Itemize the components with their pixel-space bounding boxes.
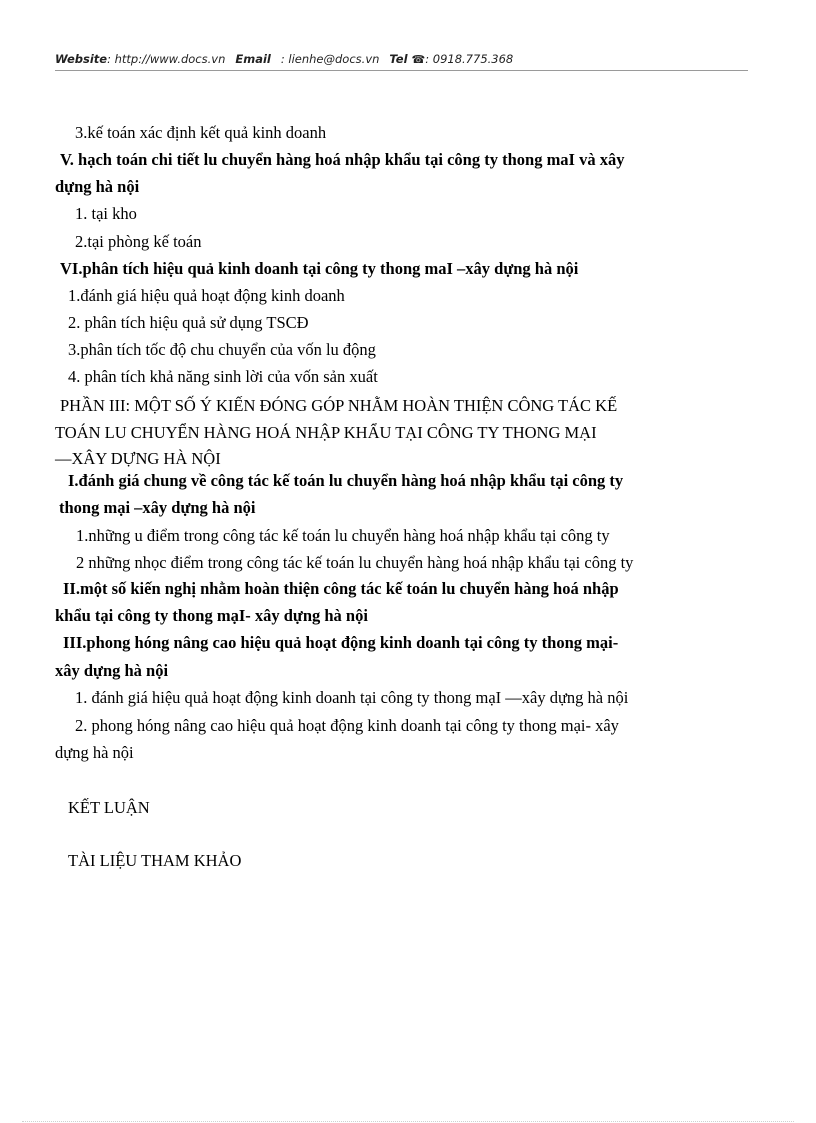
toc-line: 2 những nhọc điểm trong công tác kế toán lu chuyển hàng hoá nhập khẩu tại công ty: [76, 553, 634, 572]
references-heading: TÀI LIỆU THAM KHẢO: [68, 851, 242, 870]
part-heading: TOÁN LU CHUYỂN HÀNG HOÁ NHẬP KHẨU TẠI CÔNG TY THONG MẠI: [55, 423, 597, 442]
conclusion-heading: KẾT LUẬN: [68, 798, 150, 817]
toc-line: 3.kế toán xác định kết quả kinh doanh: [75, 123, 327, 142]
part-heading: —XÂY DỰNG HÀ NỘI: [55, 449, 221, 468]
toc-line: 2. phân tích hiệu quả sử dụng TSCĐ: [68, 313, 309, 332]
page-header: [55, 52, 748, 66]
toc-heading: VI.phân tích hiệu quả kinh doanh tại công ty thong maI –xây dựng hà nội: [60, 259, 579, 278]
toc-line: 1.những u điểm trong công tác kế toán lu chuyển hàng hoá nhập khẩu tại công ty: [76, 526, 610, 545]
tel-value: : 0918.775.368: [425, 52, 514, 66]
email-value: : lienhe@docs.vn: [280, 52, 380, 66]
toc-line: 1. đánh giá hiệu quả hoạt động kinh doanh tại công ty thong mạI —xây dựng hà nội: [75, 688, 629, 707]
toc-heading: I.đánh giá chung về công tác kế toán lu chuyển hàng hoá nhập khẩu tại công ty: [68, 471, 624, 490]
toc-heading: dựng hà nội: [55, 177, 140, 196]
toc-line: dựng hà nội: [55, 743, 134, 762]
toc-heading: II.một số kiến nghị nhằm hoàn thiện công tác kế toán lu chuyển hàng hoá nhập: [63, 579, 619, 598]
toc-heading: III.phong hóng nâng cao hiệu quả hoạt động kinh doanh tại công ty thong mại-: [63, 633, 619, 652]
part-heading: PHẦN III: MỘT SỐ Ý KIẾN ĐÓNG GÓP NHẰM HOÀN THIỆN CÔNG TÁC KẾ: [60, 396, 618, 415]
toc-line: 1. tại kho: [75, 204, 137, 223]
phone-icon: ☎: [411, 53, 426, 66]
page-bottom-divider: [22, 1121, 794, 1122]
toc-line: 1.đánh giá hiệu quả hoạt động kinh doanh: [68, 286, 345, 305]
website-label: Website: [55, 52, 108, 66]
toc-heading: khẩu tại công ty thong mạI- xây dựng hà nội: [55, 606, 368, 625]
email-label: Email: [235, 52, 271, 66]
website-value: : http://www.docs.vn: [107, 52, 226, 66]
tel-label: Tel: [389, 52, 408, 66]
toc-heading: thong mại –xây dựng hà nội: [59, 498, 256, 517]
toc-line: 3.phân tích tốc độ chu chuyển của vốn lu động: [68, 340, 376, 359]
toc-line: 2.tại phòng kế toán: [75, 232, 202, 251]
toc-heading: xây dựng hà nội: [55, 661, 169, 680]
toc-line: 4. phân tích khả năng sinh lời của vốn sản xuất: [68, 367, 378, 386]
header-divider: [55, 70, 748, 71]
toc-heading: V. hạch toán chi tiết lu chuyển hàng hoá nhập khẩu tại công ty thong maI và xây: [60, 150, 625, 169]
toc-line: 2. phong hóng nâng cao hiệu quả hoạt động kinh doanh tại công ty thong mại- xây: [75, 716, 619, 735]
